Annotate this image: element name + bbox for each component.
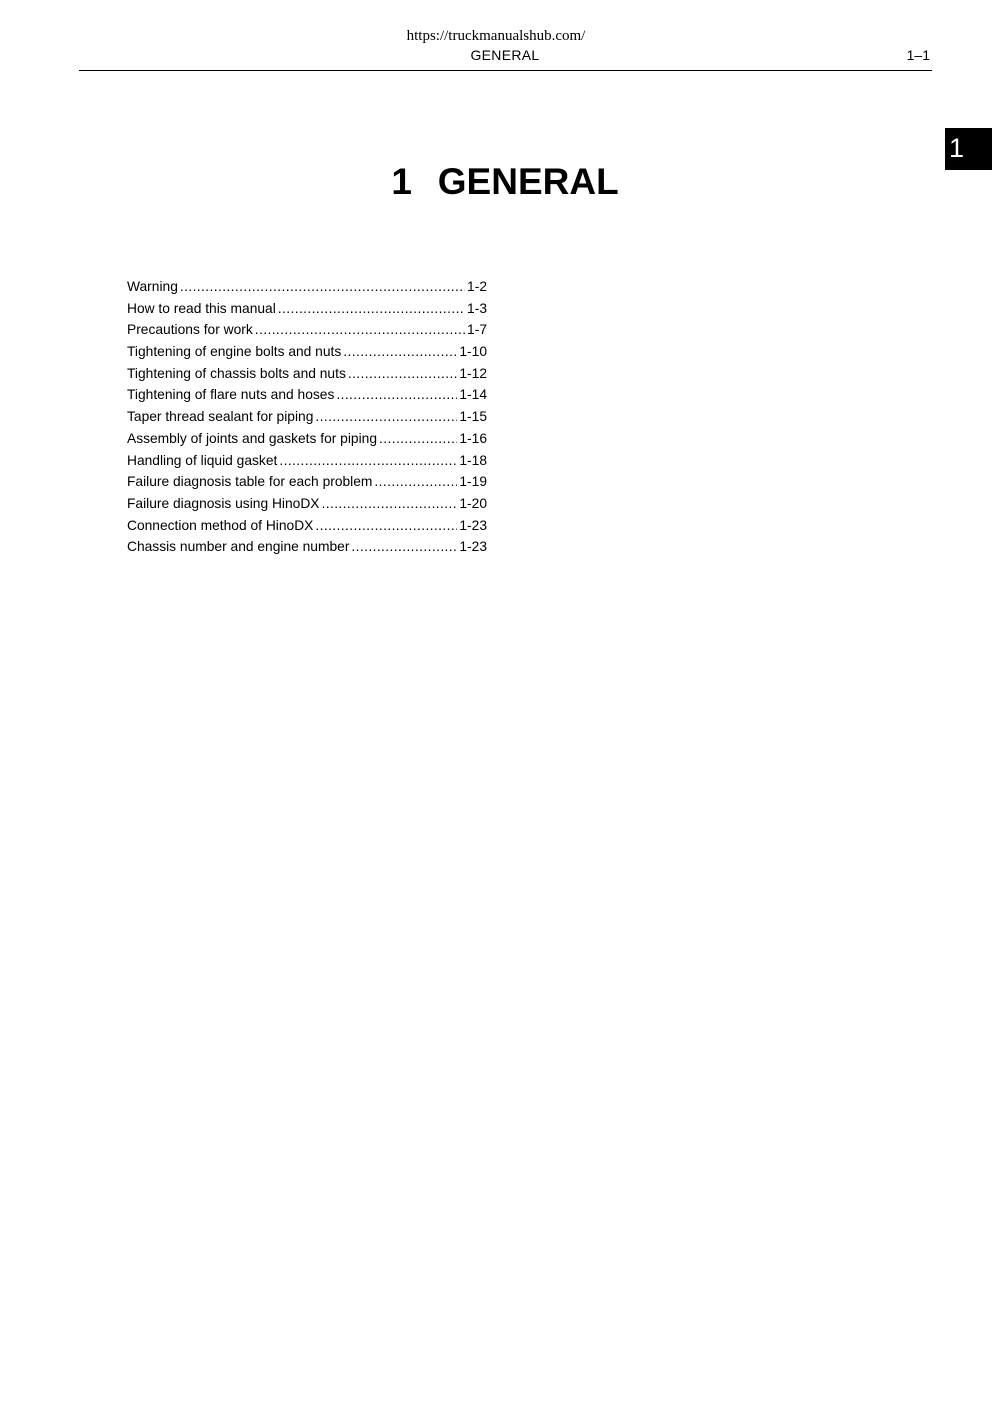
toc-dot-leader [279, 452, 457, 470]
toc-entry[interactable] [127, 452, 487, 474]
toc-entry-title: Assembly of joints and gaskets for piping [127, 430, 378, 446]
toc-entry-title: Tightening of flare nuts and hoses [127, 387, 335, 403]
toc-dot-leader [379, 430, 457, 448]
toc-entry-title: How to read this manual [127, 300, 276, 316]
toc-entry-page: 1-2 [467, 279, 487, 294]
toc-entry[interactable] [127, 365, 487, 387]
toc-entry[interactable] [127, 408, 487, 430]
toc-entry-title: Connection method of HinoDX [127, 517, 314, 533]
toc-entry-title: Tightening of engine bolts and nuts [127, 344, 342, 360]
page-number: 1–1 [906, 47, 930, 63]
toc-dot-leader [374, 473, 457, 491]
toc-entry-title: Failure diagnosis using HinoDX [127, 495, 320, 511]
toc-dot-leader [278, 300, 465, 318]
toc-entry[interactable] [127, 278, 487, 300]
table-of-contents [127, 278, 487, 560]
toc-entry[interactable] [127, 300, 487, 322]
toc-entry-page: 1-23 [459, 517, 487, 533]
toc-entry-page: 1-20 [459, 495, 487, 511]
toc-dot-leader [322, 495, 458, 513]
toc-entry-title: Tightening of chassis bolts and nuts [127, 365, 346, 381]
toc-entry-page: 1-23 [459, 539, 487, 555]
toc-dot-leader [315, 408, 457, 426]
toc-dot-leader [348, 365, 458, 383]
toc-entry[interactable] [127, 430, 487, 452]
toc-entry-title: Handling of liquid gasket [127, 452, 278, 468]
toc-entry-title: Precautions for work [127, 322, 253, 338]
chapter-tab-label: 1 [949, 133, 965, 163]
toc-dot-leader [336, 386, 457, 404]
chapter-title: GENERAL [437, 161, 619, 202]
toc-entry-page: 1-3 [467, 300, 487, 316]
toc-entry[interactable] [127, 343, 487, 365]
toc-entry[interactable] [127, 517, 487, 539]
toc-entry-page: 1-12 [459, 365, 487, 381]
chapter-number: 1 [391, 161, 412, 202]
toc-dot-leader [180, 278, 465, 296]
toc-dot-leader [343, 343, 457, 361]
toc-entry-title: Taper thread sealant for piping [127, 409, 314, 425]
source-url: https://truckmanualshub.com/ [406, 28, 586, 44]
toc-dot-leader [255, 321, 465, 339]
toc-entry-page: 1-14 [459, 387, 487, 403]
running-header-title: GENERAL [470, 47, 540, 63]
toc-entry[interactable] [127, 386, 487, 408]
toc-entry-title: Warning [127, 279, 178, 294]
toc-entry-title: Failure diagnosis table for each problem [127, 474, 373, 490]
toc-entry-page: 1-18 [459, 452, 487, 468]
toc-entry[interactable] [127, 538, 487, 560]
toc-dot-leader [315, 517, 457, 535]
toc-entry-page: 1-16 [459, 430, 487, 446]
toc-dot-leader [351, 538, 457, 556]
toc-entry-page: 1-7 [467, 322, 487, 338]
toc-entry-page: 1-15 [459, 409, 487, 425]
chapter-heading [0, 160, 992, 204]
toc-entry-page: 1-19 [459, 474, 487, 490]
toc-entry-title: Chassis number and engine number [127, 539, 350, 555]
toc-entry[interactable] [127, 473, 487, 495]
header-divider [79, 70, 932, 71]
toc-entry[interactable] [127, 495, 487, 517]
toc-entry[interactable] [127, 321, 487, 343]
toc-entry-page: 1-10 [459, 344, 487, 360]
